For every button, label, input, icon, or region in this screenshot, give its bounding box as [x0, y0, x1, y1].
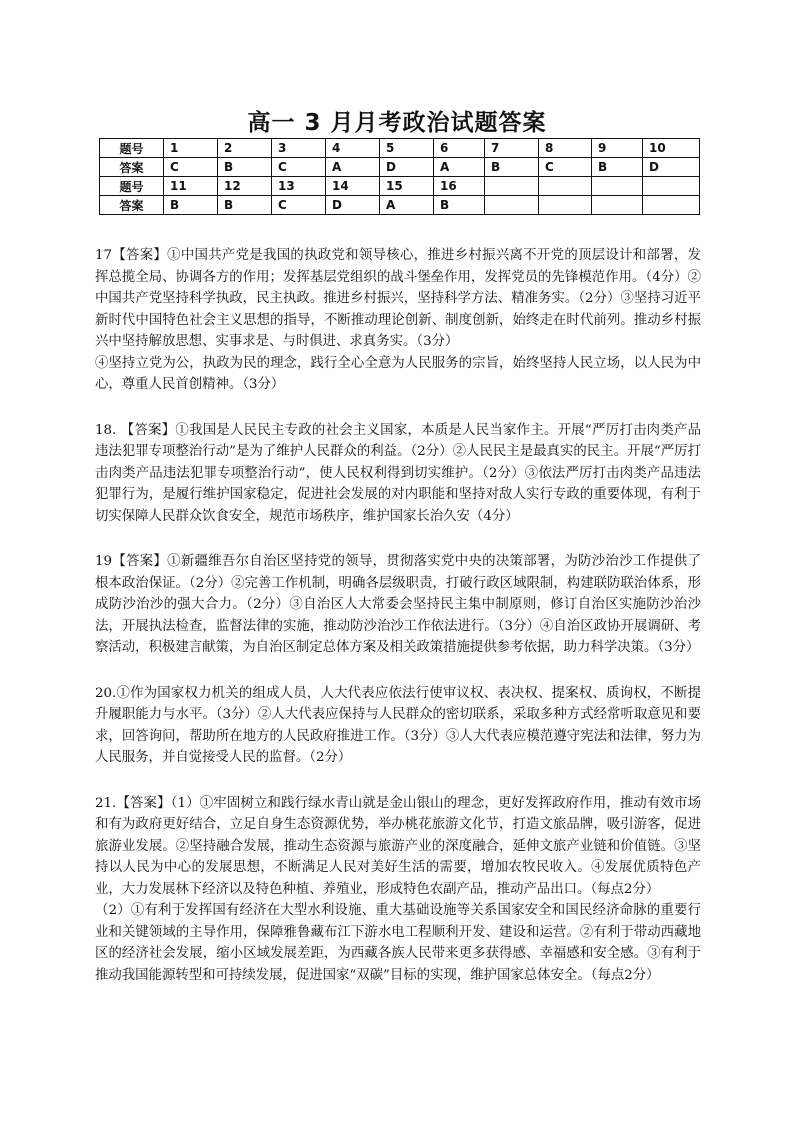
answer-table-cell: A: [434, 158, 485, 177]
row-header-cell: 答案: [100, 158, 164, 177]
answer-table-cell: [592, 196, 643, 215]
answer-table-cell: 3: [272, 139, 326, 158]
answer-table-cell: 1: [164, 139, 218, 158]
answer-table-cell: 5: [380, 139, 434, 158]
answer-table-cell: 10: [643, 139, 700, 158]
row-header-cell: 题号: [100, 139, 164, 158]
answer-20: [95, 683, 701, 769]
answer-table-cell: [485, 196, 539, 215]
answer-table-row: [100, 177, 700, 196]
answer-table-cell: 12: [218, 177, 272, 196]
answer-17-paragraph-1: 17【答案】①中国共产党是我国的执政党和领导核心，推进乡村振兴离不开党的顶层设计和部署，发挥总揽全局、协调各方的作用；发挥基层党组织的战斗堡垒作用，发挥党员的先锋模范作用。（4分）②中国共产党坚持科学执政，民主执政。推进乡村振兴，坚持科学方法、精准务实。（2分）③坚持习近平新时代中国特色社会主义思想的指导，不断推动理论创新、制度创新，始终走在时代前列。推动乡村振兴中坚持解放思想、实事求是、与时俱进、求真务实。（3分）: [95, 248, 701, 349]
answer-table-cell: 15: [380, 177, 434, 196]
answer-table-cell: 2: [218, 139, 272, 158]
answer-table-cell: B: [592, 158, 643, 177]
answer-table-cell: 13: [272, 177, 326, 196]
answer-table-cell: 7: [485, 139, 539, 158]
answer-table-cell: D: [380, 158, 434, 177]
answer-table-cell: 14: [326, 177, 380, 196]
answer-table-cell: B: [218, 158, 272, 177]
answer-table-cell: [485, 177, 539, 196]
answer-table-row: [100, 139, 700, 158]
answer-table-cell: 8: [539, 139, 592, 158]
answer-18-paragraph: 18. 【答案】①我国是人民民主专政的社会主义国家，本质是人民当家作主。开展“严厉打击肉类产品违法犯罪专项整治行动”是为了维护人民群众的利益。（2分）②人民民主是最真实的民主。开展“严厉打击肉类产品违法犯罪专项整治行动”，使人民权利得到切实维护。（2分）③依法严厉打击肉类产品违法犯罪行为，是履行维护国家稳定，促进社会发展的对内职能和坚持对敌人实行专政的重要体现，有利于切实保障人民群众饮食安全，规范市场秩序，维护国家长治久安（4分）: [95, 422, 701, 524]
answer-table-cell: 4: [326, 139, 380, 158]
answer-table-cell: D: [643, 158, 700, 177]
answer-content: [95, 245, 701, 986]
answer-table-cell: C: [272, 196, 326, 215]
answer-table-cell: 9: [592, 139, 643, 158]
answer-table-cell: [539, 196, 592, 215]
answer-table-cell: B: [485, 158, 539, 177]
answer-table-cell: D: [326, 196, 380, 215]
page-title: 高一 3 月月考政治试题答案: [247, 110, 547, 136]
answer-19-paragraph: 19【答案】①新疆维吾尔自治区坚持党的领导，贯彻落实党中央的决策部署，为防沙治沙工作提供了根本政治保证。（2分）②完善工作机制，明确各层级职责，打破行政区域限制，构建联防联治体系，形成防沙治沙的强大合力。（2分）③自治区人大常委会坚持民主集中制原则，修订自治区实施防沙治沙法，开展执法检查，监督法律的实施，推动防沙治沙工作依法进行。（3分）④自治区政协开展调研、考察活动，积极建言献策，为自治区制定总体方案及相关政策措施提供参考依据，助力科学决策。（3分）: [95, 554, 701, 655]
row-header-cell: 答案: [100, 196, 164, 215]
answer-table-cell: 11: [164, 177, 218, 196]
answer-table-cell: B: [164, 196, 218, 215]
answer-table: [99, 138, 700, 215]
answer-table-cell: [643, 177, 700, 196]
answer-table-row: [100, 196, 700, 215]
answer-table-cell: A: [380, 196, 434, 215]
answer-21: [95, 793, 701, 987]
answer-table-cell: C: [539, 158, 592, 177]
answer-18: [95, 420, 701, 528]
answer-table-cell: B: [218, 196, 272, 215]
answer-17-paragraph-2: ④坚持立党为公，执政为民的理念，践行全心全意为人民服务的宗旨，始终坚持人民立场，以人民为中心，尊重人民首创精神。（3分）: [95, 355, 701, 392]
answer-20-paragraph: 20.①作为国家权力机关的组成人员，人大代表应依法行使审议权、表决权、提案权、质询权，不断提升履职能力与水平。（3分）②人大代表应保持与人民群众的密切联系，采取多种方式经常听取意见和要求，回答询问，帮助所在地方的人民政府推进工作。（3分）③人大代表应模范遵守宪法和法律，努力为人民服务，并自觉接受人民的监督。（2分）: [95, 685, 701, 765]
answer-table-row: [100, 158, 700, 177]
answer-21-paragraph-1: 21.【答案】（1）①牢固树立和践行绿水青山就是金山银山的理念，更好发挥政府作用，推动有效市场和有为政府更好结合，立足自身生态资源优势，举办桃花旅游文化节，打造文旅品牌，吸引游客，促进旅游业发展。②坚持融合发展，推动生态资源与旅游产业的深度融合，延伸文旅产业链和价值链。③坚持以人民为中心的发展思想，不断满足人民对美好生活的需要，增加农牧民收入。④发展优质特色产业，大力发展林下经济以及特色种植、养殖业，形成特色农副产品，推动产品出口。（每点2分）: [95, 795, 701, 897]
answer-table-cell: [643, 196, 700, 215]
answer-table-cell: C: [272, 158, 326, 177]
answer-19: [95, 551, 701, 659]
row-header-cell: 题号: [100, 177, 164, 196]
answer-table-cell: [592, 177, 643, 196]
answer-table-cell: [539, 177, 592, 196]
answer-table-cell: B: [434, 196, 485, 215]
answer-21-paragraph-2: （2）①有利于发挥国有经济在大型水利设施、重大基础设施等关系国家安全和国民经济命脉的重要行业和关键领域的主导作用，保障雅鲁藏布江下游水电工程顺利开发、建设和运营。②有利于带动西藏地区的经济社会发展，缩小区域发展差距，为西藏各族人民带来更多获得感、幸福感和安全感。③有利于推动我国能源转型和可持续发展，促进国家“双碳”目标的实现，维护国家总体安全。（每点2分）: [95, 903, 701, 983]
answer-table-cell: C: [164, 158, 218, 177]
answer-17: [95, 245, 701, 396]
answer-table-cell: 6: [434, 139, 485, 158]
answer-table-cell: 16: [434, 177, 485, 196]
answer-table-cell: A: [326, 158, 380, 177]
